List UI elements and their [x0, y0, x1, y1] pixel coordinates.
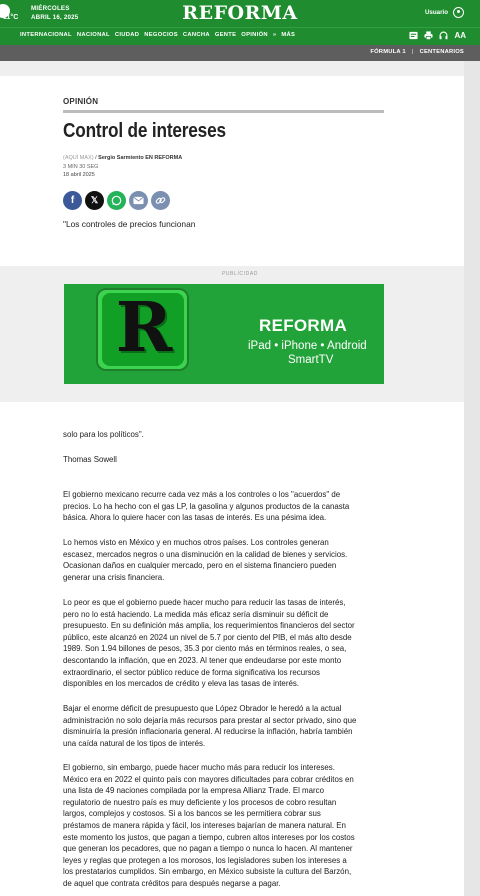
byline-author[interactable]: Sergio Sarmiento EN REFORMA [98, 155, 183, 161]
byline-cite: (AQUÍ MAX) [63, 155, 94, 161]
headphones-icon[interactable] [439, 31, 448, 40]
paragraph-line: extraordinario, el sector público reduce de forma significativa los recursos [63, 667, 321, 677]
header-date-day: MIÉRCOLES [31, 5, 70, 12]
email-share-button[interactable] [129, 191, 148, 210]
sub-nav [0, 45, 480, 61]
read-time: 3 MIN 30 SEG [63, 164, 99, 170]
paragraph-4 [63, 703, 393, 749]
paragraph-line: precios. Lo ha hecho con el gas LP, la gasolina y algunos productos de la canasta [63, 501, 350, 511]
user-menu[interactable] [425, 7, 464, 18]
ad-smarttv: SmartTV [288, 354, 334, 366]
publish-date: 18 abril 2025 [63, 172, 95, 178]
subnav-item-centenarios[interactable]: CENTENARIOS [419, 49, 464, 55]
paragraph-line: descontando la inflación, que en 2023. Al tener que endeudarse por este monto [63, 655, 342, 665]
x-share-button[interactable] [85, 191, 104, 210]
paragraph-line: básica. Ahora lo quiere hacer con las tasas de interés. Es una pésima idea. [63, 513, 327, 523]
link-share-button[interactable] [151, 191, 170, 210]
quote-author: Thomas Sowell [63, 455, 117, 464]
paragraph-line: Bajar el enorme déficit de presupuesto que López Obrador le heredó a la actual [63, 704, 342, 713]
main-nav [0, 27, 480, 45]
paragraph-line: regulatorio de nuestro país es muy deficiente y los procesos de cobro resultan [63, 797, 337, 807]
paragraph-line: Ocasionan daños en cualquier mercado, pero en el sistema financiero pueden [63, 561, 337, 571]
nav-item-ciudad[interactable]: CIUDAD [114, 32, 140, 38]
paragraph-line: administración no solo dejaría más recursos para prestar al sector privado, sino que [63, 715, 357, 725]
weather-temperature: 11°C [3, 14, 19, 21]
paragraph-line: este momento los justos, que pagan a tiempo, cubren altos intereses por los costos [63, 832, 355, 842]
paragraph-line: generar una crisis financiera. [63, 572, 165, 582]
paragraph-line: pero no lo está haciendo. La medida más eficaz sería disminuir su déficit de [63, 609, 329, 619]
text-size-icon[interactable]: AA [454, 31, 466, 40]
article-section[interactable]: OPINIÓN [63, 97, 99, 106]
subnav-separator: | [411, 49, 414, 55]
ad-platforms: iPad • iPhone • Android [248, 340, 367, 352]
paragraph-line: El gobierno mexicano recurre cada vez más a los controles o los "acuerdos" de [63, 490, 341, 499]
user-label: Usuario [424, 9, 448, 16]
paragraph-line: escasez, mercados negros o una disminución en la calidad de bienes y servicios. [63, 549, 348, 559]
article-lead: "Los controles de precios funcionan [63, 219, 196, 229]
paragraph-2 [63, 537, 393, 583]
reforma-app-ad[interactable] [64, 284, 384, 384]
user-avatar-icon [453, 7, 464, 18]
article-title: Control de intereses [63, 120, 226, 142]
paragraph-line: presupuesto. En su definición más amplia, los requerimientos financieros del sector [63, 621, 355, 631]
ad-logo-letter: R [115, 288, 173, 368]
paragraph-line: disminuiría la presión inflacionaria general. Al reducirse la inflación, habría también [63, 727, 353, 737]
paragraph-line: disponibles en los mercados de crédito y eleva las tasas de interés. [63, 679, 299, 689]
header-date-full: ABRIL 16, 2025 [31, 13, 79, 21]
nav-items [20, 32, 295, 38]
paragraph-line: Lo peor es que el gobierno puede hacer mucho para reducir las tasas de interés, [63, 598, 346, 607]
nav-item-opinion[interactable]: OPINIÓN [241, 32, 268, 38]
nav-item-internacional[interactable]: INTERNACIONAL [20, 32, 72, 38]
reforma-logo[interactable]: REFORMA [182, 2, 298, 24]
page-scrollbar[interactable] [464, 61, 480, 896]
sub-nav-items [370, 49, 464, 55]
paragraph-line: los prestatarios cumplidos. Sin embargo, en México subsiste la cultura del Barzón, [63, 867, 352, 877]
nav-item-nacional[interactable]: NACIONAL [76, 32, 110, 38]
paragraph-line: de aquel que contrata créditos para después negarse a pagar. [63, 878, 281, 888]
link-icon [155, 195, 166, 206]
nav-item-mas[interactable]: MÁS [281, 32, 296, 38]
nav-item-negocios[interactable]: NEGOCIOS [144, 32, 178, 38]
paragraph-line: 1989. Son 1.94 billones de pesos, 35.3 por ciento más en términos reales, o sea, [63, 644, 347, 654]
facebook-share-button[interactable] [63, 191, 82, 210]
nav-more-chevron-icon[interactable]: » [272, 32, 277, 38]
nav-tools [409, 31, 466, 40]
article-byline [63, 155, 182, 161]
whatsapp-share-button[interactable] [107, 191, 126, 210]
whatsapp-icon [111, 195, 122, 206]
paragraph-line: largos, complejos y costosos. Si a los bancos se les permitiera cobrar sus [63, 809, 321, 819]
paragraph-line: préstamos de manera rápida y fácil, los intereses bajarían de manera natural. En [63, 820, 346, 830]
paragraph-line: público, este alcanzó en 2024 un nivel de 5.7 por ciento del PIB, el más alto desde [63, 632, 352, 642]
print-icon[interactable] [424, 31, 433, 40]
paragraph-line: México era en 2022 el quinto país con mayores dificultades para cobrar créditos en [63, 774, 354, 784]
paragraph-line: El gobierno, sin embargo, puede hacer mucho más para reducir los intereses. [63, 763, 335, 772]
newspaper-icon[interactable] [409, 31, 418, 40]
top-header [0, 0, 480, 27]
paragraph-line: que generan los pecadores, que no pagan a tiempo o nunca lo hacen. Al mantener [63, 844, 353, 854]
paragraph-line: leyes y reglas que protegen a los morosos, los legisladores suben los intereses a [63, 855, 347, 865]
nav-item-cancha[interactable]: CANCHA [182, 32, 210, 38]
paragraph-line: una caída natural de los tipos de interés. [63, 738, 206, 748]
paragraph-line: una lista de 49 naciones compilada por la empresa Allianz Trade. El marco [63, 786, 324, 796]
section-divider [63, 110, 384, 113]
paragraph-3 [63, 597, 393, 690]
share-buttons [63, 191, 170, 210]
nav-item-gente[interactable]: GENTE [214, 32, 237, 38]
mail-icon [133, 196, 144, 205]
ad-label: PUBLICIDAD [221, 271, 258, 277]
subnav-item-formula1[interactable]: FÓRMULA 1 [370, 49, 406, 55]
paragraph-5 [63, 762, 393, 890]
quote-end: solo para los políticos". [63, 430, 144, 439]
paragraph-1 [63, 489, 393, 524]
facebook-icon: f [70, 195, 75, 206]
ad-brand: REFORMA [259, 316, 348, 335]
x-icon: 𝕏 [90, 195, 99, 205]
paragraph-line: Lo hemos visto en México y en muchos otros países. Los controles generan [63, 538, 329, 547]
byline-separator: / [95, 155, 99, 161]
